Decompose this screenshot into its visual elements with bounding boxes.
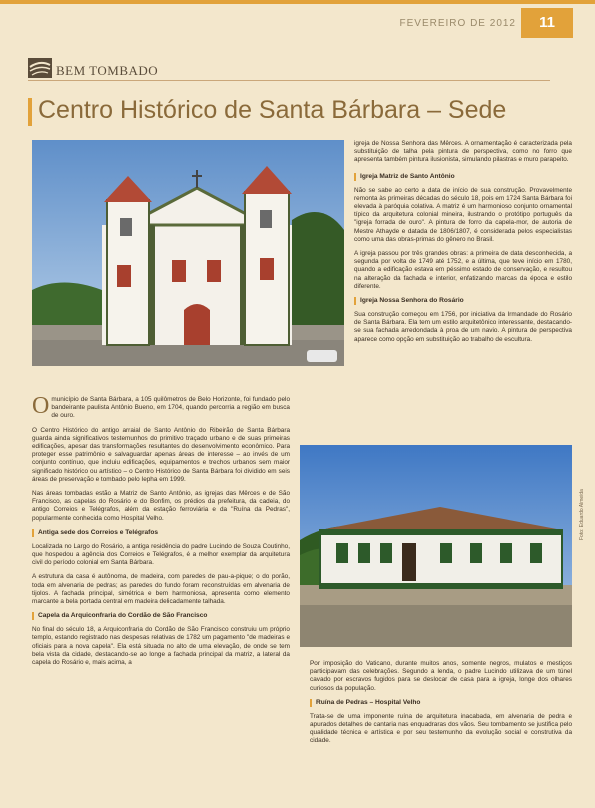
subheading-ruina: Ruína de Pedras – Hospital Velho bbox=[310, 699, 572, 707]
subheading-rosario: Igreja Nossa Senhora do Rosário bbox=[354, 297, 572, 305]
subheading-correios: Antiga sede dos Correios e Telégrafos bbox=[32, 529, 290, 537]
header-accent-line bbox=[0, 0, 595, 4]
left-column-text bbox=[32, 393, 290, 667]
curved-roof-logo-icon bbox=[28, 58, 52, 78]
paragraph: igreja de Nossa Senhora das Mêrces. A ornamentação é caracterizada pela substituição de talha pela pintura de perspectiva, como no forro que apresenta também pintura ilusionista, simulando pilastras e muro parapeito. bbox=[354, 140, 572, 164]
paragraph: O Centro Histórico do antigo arraial de Santo Antônio do Ribeirão de Santa Bárbara guarda ainda significativos testemunhos do primitivo traçado urbano e de suas primeiras edificações, apesar das transformações resultantes do desenvolvimento econômico. Para proteger esse patrimônio e salvaguardar apenas áreas de interesse – ao invés de um conjunto contínuo, que incluiu edificações, equipamentos e trechos urbanos sem maior significado histórico ou artístico – o Centro Histórico de Santa Bárbara foi dividido em seis áreas de preservação e tombado pelo Iepha em 1999. bbox=[32, 426, 290, 483]
title-accent-bar bbox=[28, 98, 32, 126]
right-column-top bbox=[354, 140, 572, 344]
paragraph-text: município de Santa Bárbara, a 105 quilômetros de Belo Horizonte, foi fundado pelo bandeirante paulista Antônio Bueno, em 1704, quando percorria a região em busca de ouro. bbox=[51, 396, 290, 420]
drop-cap: O bbox=[32, 393, 50, 419]
section-name: BEM TOMBADO bbox=[56, 63, 159, 78]
page-number: 11 bbox=[521, 8, 573, 38]
matriz-church-photo bbox=[32, 140, 344, 366]
paragraph: Sua construção começou em 1756, por iniciativa da Irmandade do Rosário de Santa Bárbara. Ela tem um estilo arquitetônico interessante, destacando-se sua fachada arredondada à proa de um navio. A pintura de perspectiva aparece como opção em substituição ao trabalho de escultura. bbox=[354, 311, 572, 343]
paragraph: Por imposição do Vaticano, durante muitos anos, somente negros, mulatos e mestiços participavam das celebrações. Segundo a lenda, o padre Lucindo utilizava de um túnel cavado por escravos fugidos para se deslocar de casa para a igreja, longe dos olhares curiosos da população. bbox=[310, 660, 572, 692]
paragraph: Não se sabe ao certo a data de início de sua construção. Provavelmente remonta às primeiras décadas do século 18, pois em 1724 Santa Bárbara foi elevada à paróquia colativa. A matriz é um harmonioso conjunto ornamental típico da arquitetura colonial mineira, ilustrando o protótipo português da "igreja forrada de ouro". A pintura de forro da capela-mor, de autoria de Mestre Athayde e datada de 1806/1807, é considerada pelos especialistas como uma das obras-primas do gênero no Brasil. bbox=[354, 186, 572, 243]
right-column-bottom bbox=[310, 660, 572, 746]
issue-date: FEVEREIRO DE 2012 bbox=[399, 18, 516, 29]
paragraph: A igreja passou por três grandes obras: a primeira de data desconhecida, a segunda por volta de 1749 até 1752, e a última, que teve início em 1780, quando a edificação estava em péssimo estado de conservação, e resultou na alteração da fachada e interior, enfatizando marcas da época e estilo diferente. bbox=[354, 250, 572, 290]
section-divider bbox=[28, 80, 550, 81]
subheading-capela: Capela da Arquiconfraria do Cordão de São Francisco bbox=[32, 612, 290, 620]
article-title: Centro Histórico de Santa Bárbara – Sede bbox=[38, 96, 507, 124]
intro-paragraph bbox=[32, 393, 290, 421]
paragraph: Localizada no Largo do Rosário, a antiga residência do padre Lucindo de Souza Coutinho, que hospedou a agência dos Correios e Telégrafos, é a melhor exemplar da arquitetura civil do período colonial em Santa Bárbara. bbox=[32, 542, 290, 567]
correios-building-photo bbox=[300, 445, 572, 647]
paragraph: Trata-se de uma imponente ruína de arquitetura inacabada, em alvenaria de pedra e apurados detalhes de cantaria nas enquadraras dos vãos. Seu tombamento se justifica pelo qualidade técnica e artística e por seu testemunho da evolução social e construtiva da cidade. bbox=[310, 712, 572, 745]
photo-credit: Foto: Eduardo Almeida bbox=[579, 489, 585, 540]
paragraph: Nas áreas tombadas estão a Matriz de Santo Antônio, as igrejas das Mêrces e de São Francisco, as capelas do Rosário e do Bonfim, os prédios da prefeitura, da cadeia, do antigo Correios e Telégrafos, além da estação ferroviária e da "Ruína da Pedras", popularmente conhecida como Hospital Velho. bbox=[32, 490, 290, 522]
paragraph: A estrutura da casa é autônoma, de madeira, com paredes de pau-a-pique; o do porão, toda em alvenaria de pedras; as paredes do fundo foram reconstruídas em alvenaria de tijolos. A fachada principal, simétrica e bem harmoniosa, apresenta como elemento marcante a bela portada central em madeira delicadamente talhada. bbox=[32, 573, 290, 606]
paragraph: No final do século 18, a Arquiconfraria do Cordão de São Francisco construiu um próprio templo, estando registrado nas despesas relativas de 1782 um pagamento "de madeiras e oficiais para a nova capela". Ela está situada no alto de uma elevação, de onde se tem bela vista da cidade, destacando-se ao longe a fachada principal da matriz, a lateral da capela do Rosário e, mais acima, a bbox=[32, 626, 290, 667]
subheading-matriz: Igreja Matriz de Santo Antônio bbox=[354, 173, 572, 181]
